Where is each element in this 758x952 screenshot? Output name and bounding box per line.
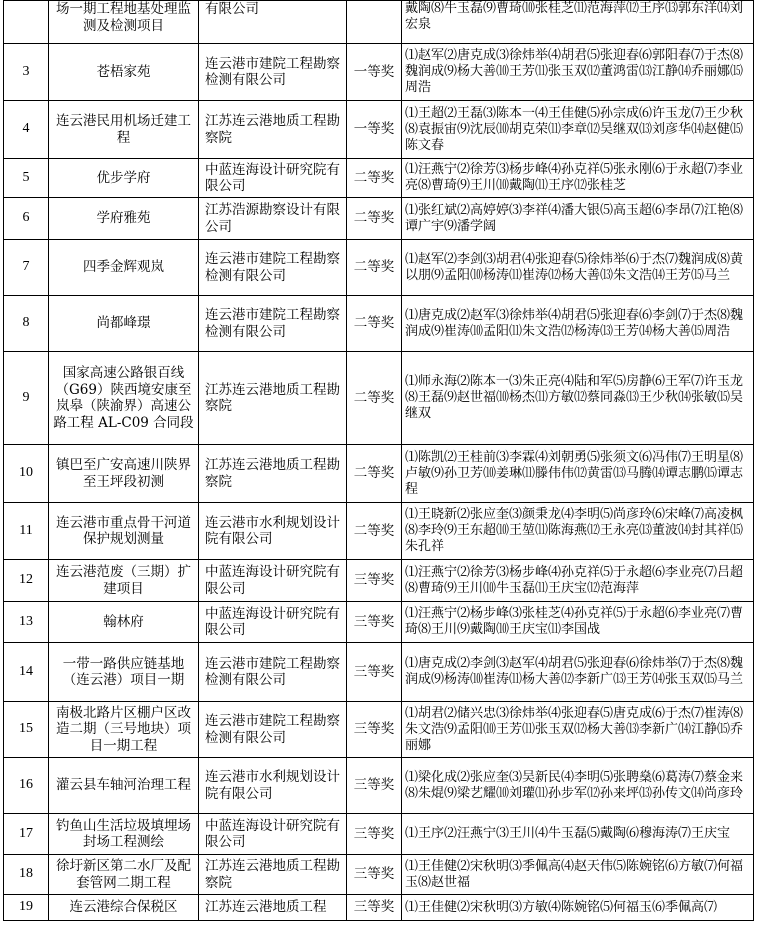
project-name: 镇巴至广安高速川陕界至王坪段初测 (49, 445, 199, 503)
table-row (4, 1, 754, 44)
company-name: 连云港市水利规划设计院有限公司 (199, 758, 347, 814)
award-level: 二等奖 (347, 296, 402, 352)
company-name: 连云港市建院工程勘察检测有限公司 (199, 44, 347, 101)
row-number (4, 1, 49, 44)
award-level: 三等奖 (347, 758, 402, 814)
company-name: 连云港市建院工程勘察检测有限公司 (199, 643, 347, 702)
table-row (4, 602, 754, 643)
table-row (4, 895, 754, 921)
company-name: 中蓝连海设计研究院有限公司 (199, 814, 347, 855)
company-name: 连云港市建院工程勘察检测有限公司 (199, 240, 347, 296)
row-number: 13 (4, 602, 49, 643)
company-name: 连云港市建院工程勘察检测有限公司 (199, 702, 347, 758)
table-row (4, 44, 754, 101)
team-members: ⑴王佳健⑵宋秋明⑶方敏⑷陈婉铭⑸何福玉⑹季佩高⑺ (402, 895, 754, 921)
team-members: 戴陶⑻牛玉磊⑼曹琦⑽张桂芝⑾范海萍⑿王序⒀郭东洋⒁刘宏泉 (402, 1, 754, 44)
company-name: 江苏连云港地质工程勘察院 (199, 445, 347, 503)
team-members: ⑴汪燕宁⑵杨步峰⑶张桂芝⑷孙克祥⑸于永超⑹李业亮⑺曹琦⑻王川⑼戴陶⑽王庆宝⑾李国战 (402, 602, 754, 643)
team-members: ⑴王佳健⑵宋秋明⑶季佩高⑷赵天伟⑸陈婉铭⑹方敏⑺何福玉⑻赵世福 (402, 855, 754, 895)
award-level: 三等奖 (347, 643, 402, 702)
award-level: 三等奖 (347, 602, 402, 643)
row-number: 5 (4, 159, 49, 198)
project-name: 苍梧家苑 (49, 44, 199, 101)
award-level: 一等奖 (347, 101, 402, 159)
company-name: 江苏浩源勘察设计有限公司 (199, 198, 347, 240)
team-members: ⑴师永海⑵陈本一⑶朱正亮⑷陆和军⑸房静⑹王军⑺许玉龙⑻王磊⑼赵世福⑽杨杰⑾方敏⑿蔡同淼⒀王少秋⒁张敏⒂吴继双 (402, 352, 754, 445)
team-members: ⑴赵军⑵唐克成⑶徐炜举⑷胡君⑸张迎春⑹郭阳春⑺于杰⑻魏润成⑼杨大善⑽王芳⑾张玉双⑿董鸿雷⒀江静⒁乔丽娜⒂周浩 (402, 44, 754, 101)
team-members: ⑴唐克成⑵李剑⑶赵军⑷胡君⑸张迎春⑹徐炜举⑺于杰⑻魏润成⑼杨涛⑽崔涛⑾杨大善⑿李新广⒀王芳⒁张玉双⒂马兰 (402, 643, 754, 702)
project-name: 灌云县车轴河治理工程 (49, 758, 199, 814)
company-name: 连云港市水利规划设计院有限公司 (199, 503, 347, 560)
award-level: 二等奖 (347, 503, 402, 560)
award-table (3, 0, 754, 921)
row-number: 10 (4, 445, 49, 503)
project-name: 翰林府 (49, 602, 199, 643)
award-level: 二等奖 (347, 352, 402, 445)
company-name: 中蓝连海设计研究院有限公司 (199, 602, 347, 643)
team-members: ⑴王晓新⑵张应奎⑶颜秉龙⑷李明⑸尚彦玲⑹宋峰⑺高凌枫⑻李玲⑼王东超⑽王堃⑾陈海燕⑿王永亮⒀董波⒁封其祥⒂朱孔祥 (402, 503, 754, 560)
award-level: 三等奖 (347, 702, 402, 758)
award-level: 一等奖 (347, 44, 402, 101)
project-name: 连云港民用机场迁建工程 (49, 101, 199, 159)
table-row (4, 814, 754, 855)
team-members: ⑴唐克成⑵赵军⑶徐炜举⑷胡君⑸张迎春⑹李剑⑺于杰⑻魏润成⑼崔涛⑽孟阳⑾朱文浩⑿杨涛⒀王芳⒁杨大善⒂周浩 (402, 296, 754, 352)
team-members: ⑴汪燕宁⑵徐芳⑶杨步峰⑷孙克祥⑸张永刚⑹于永超⑺李业亮⑻曹琦⑼王川⑽戴陶⑾王序⑿张桂芝 (402, 159, 754, 198)
team-members: ⑴胡君⑵储兴忠⑶徐炜举⑷张迎春⑸唐克成⑹于杰⑺崔涛⑻朱文浩⑼孟阳⑽王芳⑾张玉双⑿杨大善⒀李新广⒁江静⒂乔丽娜 (402, 702, 754, 758)
company-name: 连云港市建院工程勘察检测有限公司 (199, 296, 347, 352)
row-number: 12 (4, 560, 49, 602)
project-name: 徐圩新区第二水厂及配套管网二期工程 (49, 855, 199, 895)
row-number: 16 (4, 758, 49, 814)
award-level: 二等奖 (347, 159, 402, 198)
award-level: 三等奖 (347, 560, 402, 602)
table-row (4, 198, 754, 240)
project-name: 一带一路供应链基地（连云港）项目一期 (49, 643, 199, 702)
project-name: 南极北路片区棚户区改造二期（三号地块）项目一期工程 (49, 702, 199, 758)
table-row (4, 159, 754, 198)
table-row (4, 855, 754, 895)
company-name: 江苏连云港地质工程勘察院 (199, 101, 347, 159)
project-name: 连云港市重点骨干河道保护规划测量 (49, 503, 199, 560)
award-level (347, 1, 402, 44)
row-number: 9 (4, 352, 49, 445)
table-row (4, 758, 754, 814)
award-level: 三等奖 (347, 855, 402, 895)
award-table-page (3, 0, 753, 921)
table-row (4, 560, 754, 602)
award-level: 二等奖 (347, 198, 402, 240)
team-members: ⑴陈凯⑵王桂前⑶李霖⑷刘朝勇⑸张须文⑹冯伟⑺王明星⑻卢敏⑼孙卫芳⑽姜琳⑾滕伟伟⑿黄雷⒀马腾⒁谭志鹏⒂谭志程 (402, 445, 754, 503)
table-row (4, 352, 754, 445)
team-members: ⑴汪燕宁⑵徐芳⑶杨步峰⑷孙克祥⑸于永超⑹李业亮⑺吕超⑻曹琦⑼王川⑽牛玉磊⑾王庆宝⑿范海萍 (402, 560, 754, 602)
table-row (4, 643, 754, 702)
table-row (4, 445, 754, 503)
project-name: 优步学府 (49, 159, 199, 198)
company-name: 中蓝连海设计研究院有限公司 (199, 159, 347, 198)
company-name: 江苏连云港地质工程勘察院 (199, 855, 347, 895)
team-members: ⑴赵军⑵李剑⑶胡君⑷张迎春⑸徐炜举⑹于杰⑺魏润成⑻黄以朋⑼孟阳⑽杨涛⑾崔涛⑿杨大善⒀朱文浩⒁王芳⒂马兰 (402, 240, 754, 296)
award-level: 二等奖 (347, 445, 402, 503)
row-number: 18 (4, 855, 49, 895)
table-row (4, 101, 754, 159)
project-name: 四季金辉观岚 (49, 240, 199, 296)
project-name: 连云港范废（三期）扩建项目 (49, 560, 199, 602)
row-number: 19 (4, 895, 49, 921)
row-number: 8 (4, 296, 49, 352)
table-row (4, 296, 754, 352)
row-number: 4 (4, 101, 49, 159)
project-name: 学府雅苑 (49, 198, 199, 240)
team-members: ⑴梁化成⑵张应奎⑶吴新民⑷李明⑸张聘燊⑹葛涛⑺蔡金来⑻朱焜⑼梁艺耀⑽刘瓘⑾孙步军⑿孙来坪⒀孙传文⒁尚彦玲 (402, 758, 754, 814)
team-members: ⑴张红斌⑵高婷婷⑶李祥⑷潘大银⑸高玉超⑹李昂⑺江艳⑻谭广宇⑼潘学阔 (402, 198, 754, 240)
table-row (4, 240, 754, 296)
row-number: 14 (4, 643, 49, 702)
project-name: 尚都峰璟 (49, 296, 199, 352)
row-number: 7 (4, 240, 49, 296)
table-row (4, 702, 754, 758)
company-name: 江苏连云港地质工程勘察院 (199, 352, 347, 445)
project-name: 国家高速公路银百线（G69）陕西境安康至岚皋（陕渝界）高速公路工程 AL-C09 合同段 (49, 352, 199, 445)
award-level: 三等奖 (347, 895, 402, 921)
row-number: 15 (4, 702, 49, 758)
project-name: 场一期工程地基处理监测及检测项目 (49, 1, 199, 44)
project-name: 连云港综合保税区 (49, 895, 199, 921)
row-number: 17 (4, 814, 49, 855)
company-name: 有限公司 (199, 1, 347, 44)
award-level: 二等奖 (347, 240, 402, 296)
row-number: 6 (4, 198, 49, 240)
award-level: 三等奖 (347, 814, 402, 855)
row-number: 11 (4, 503, 49, 560)
team-members: ⑴王序⑵汪燕宁⑶王川⑷牛玉磊⑸戴陶⑹穆海涛⑺王庆宝 (402, 814, 754, 855)
project-name: 钓鱼山生活垃圾填埋场封场工程测绘 (49, 814, 199, 855)
company-name: 中蓝连海设计研究院有限公司 (199, 560, 347, 602)
row-number: 3 (4, 44, 49, 101)
company-name: 江苏连云港地质工程 (199, 895, 347, 921)
table-row (4, 503, 754, 560)
team-members: ⑴王超⑵王磊⑶陈本一⑷王佳健⑸孙宗成⑹许玉龙⑺王少秋⑻袁振宙⑼沈辰⑽胡克荣⑾李章⑿吴继双⒀刘彦华⒁赵健⒂陈文春 (402, 101, 754, 159)
